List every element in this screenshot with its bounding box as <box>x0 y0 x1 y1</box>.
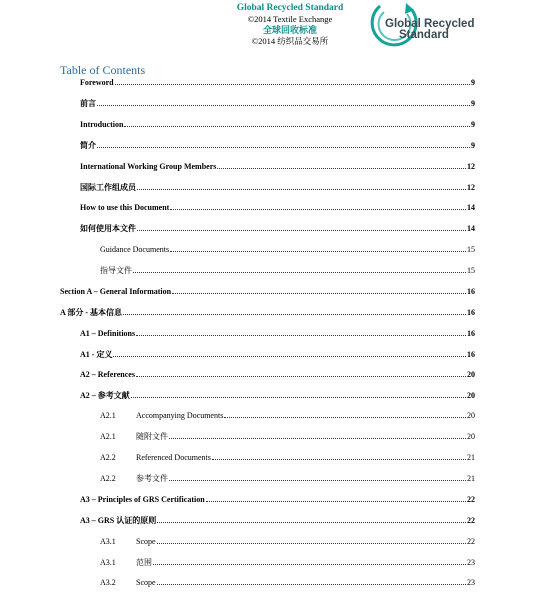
toc-entry-label: 参考文件 <box>136 474 168 483</box>
toc-entry-label: A1 – Definitions <box>80 329 136 338</box>
toc-entry-label: Foreword <box>80 78 114 87</box>
header-text-block <box>210 3 370 47</box>
toc-entry-page: 16 <box>467 287 475 296</box>
header-title: Global Recycled Standard <box>236 3 344 13</box>
toc-leader-dots <box>113 349 466 357</box>
toc-leader-dots <box>206 494 466 502</box>
toc-entry-page: 21 <box>467 453 475 462</box>
toc-entry-page: 16 <box>467 308 475 317</box>
toc-entry-label: A3 – Principles of GRS Certification <box>80 495 205 504</box>
logo-wordmark <box>385 19 480 41</box>
toc-entry[interactable] <box>80 494 475 506</box>
toc-entry-number: A2.1 <box>100 432 116 441</box>
toc-entry-page: 22 <box>467 516 475 525</box>
toc-entry-number: A2.2 <box>100 474 116 483</box>
toc-entry-label: Scope <box>136 537 156 546</box>
toc-entry[interactable] <box>100 473 475 485</box>
toc-entry-page: 23 <box>467 578 475 587</box>
toc-entry-label: Section A – General Information <box>60 287 172 296</box>
toc-entry-label: A3 – GRS 认证的原则 <box>80 516 157 525</box>
toc-entry[interactable] <box>80 182 475 194</box>
toc-entry[interactable] <box>80 202 475 214</box>
toc-leader-dots <box>157 577 466 585</box>
toc-entry-label: Scope <box>136 578 156 587</box>
toc-leader-dots <box>212 452 466 460</box>
toc-entry-label: A 部分 - 基本信息 <box>60 308 122 317</box>
toc-entry-number: A3.1 <box>100 558 116 567</box>
toc-leader-dots <box>169 431 466 439</box>
toc-entry-label: 简介 <box>80 141 96 150</box>
header-copyright-cn: ©2014 纺织品交易所 <box>251 36 329 46</box>
toc-entry-page: 14 <box>467 224 475 233</box>
toc-entry-label: 指导文件 <box>100 266 132 275</box>
toc-entry[interactable] <box>100 431 475 443</box>
toc-entry-page: 9 <box>471 120 475 129</box>
toc-entry[interactable] <box>100 244 475 256</box>
toc-entry-label: How to use this Document <box>80 203 170 212</box>
header-copyright-en: ©2014 Textile Exchange <box>247 14 333 24</box>
toc-leader-dots <box>136 328 466 336</box>
toc-leader-dots <box>124 119 470 127</box>
toc-heading: Table of Contents <box>60 63 146 77</box>
toc-leader-dots <box>157 536 466 544</box>
toc-entry[interactable] <box>80 161 475 173</box>
toc-entry[interactable] <box>80 223 475 235</box>
toc-entry-page: 9 <box>471 78 475 87</box>
toc-entry-label: A1 - 定义 <box>80 350 113 359</box>
toc-entry-page: 15 <box>467 266 475 275</box>
toc-entry-page: 16 <box>467 329 475 338</box>
toc-leader-dots <box>97 140 470 148</box>
toc-entry-page: 21 <box>467 474 475 483</box>
toc-entry-label: Referenced Documents <box>136 453 211 462</box>
toc-entry-label: Guidance Documents <box>100 245 170 254</box>
toc-entry[interactable] <box>80 119 475 131</box>
toc-leader-dots <box>170 244 466 252</box>
toc-entry-page: 20 <box>467 432 475 441</box>
toc-leader-dots <box>131 390 466 398</box>
toc-leader-dots <box>153 557 466 565</box>
toc-leader-dots <box>169 473 466 481</box>
toc-entry[interactable] <box>100 265 475 277</box>
toc-leader-dots <box>157 515 466 523</box>
toc-entry-page: 23 <box>467 558 475 567</box>
toc-entry[interactable] <box>80 349 475 361</box>
toc-entry[interactable] <box>80 77 475 89</box>
toc-entry[interactable] <box>60 286 475 298</box>
toc-leader-dots <box>217 161 466 169</box>
toc-entry[interactable] <box>80 98 475 110</box>
toc-entry-label: 前言 <box>80 99 96 108</box>
toc-entry-page: 20 <box>467 411 475 420</box>
toc-entry[interactable] <box>80 390 475 402</box>
toc-leader-dots <box>172 286 466 294</box>
toc-entry-label: International Working Group Members <box>80 162 217 171</box>
toc-entry[interactable] <box>100 557 475 569</box>
toc-leader-dots <box>137 223 466 231</box>
toc-entry-page: 9 <box>471 141 475 150</box>
toc-entry[interactable] <box>80 328 475 340</box>
toc-leader-dots <box>115 77 470 85</box>
toc-entry-label: A2 – References <box>80 370 135 379</box>
toc-leader-dots <box>137 182 466 190</box>
toc-entry-page: 15 <box>467 245 475 254</box>
toc-entry[interactable] <box>100 577 475 589</box>
toc-entry-page: 20 <box>467 370 475 379</box>
toc-entry-page: 14 <box>467 203 475 212</box>
page-header <box>0 0 535 58</box>
toc-entry-page: 22 <box>467 495 475 504</box>
toc-entry-label: A2 – 参考文献 <box>80 391 130 400</box>
toc-entry-number: A2.1 <box>100 411 116 420</box>
toc-leader-dots <box>123 307 466 315</box>
toc-leader-dots <box>170 202 466 210</box>
toc-entry-label: 范围 <box>136 558 152 567</box>
toc-entry-page: 12 <box>467 183 475 192</box>
toc-entry[interactable] <box>100 536 475 548</box>
toc-leader-dots <box>97 98 470 106</box>
toc-entry-number: A2.2 <box>100 453 116 462</box>
toc-entry[interactable] <box>80 369 475 381</box>
toc-leader-dots <box>136 369 466 377</box>
toc-entry[interactable] <box>80 140 475 152</box>
toc-leader-dots <box>133 265 466 273</box>
logo-line-2: Standard <box>399 29 449 41</box>
toc-entry-label: 随附文件 <box>136 432 168 441</box>
toc-entry-page: 16 <box>467 350 475 359</box>
toc-entry-page: 20 <box>467 391 475 400</box>
toc-entry-label: 如何使用本文件 <box>80 224 136 233</box>
toc-entry[interactable] <box>60 307 475 319</box>
toc-entry-number: A3.2 <box>100 578 116 587</box>
toc-leader-dots <box>224 410 466 418</box>
toc-entry-label: 国际工作组成员 <box>80 183 136 192</box>
toc-entry-page: 22 <box>467 537 475 546</box>
header-title-cn: 全球回收标准 <box>262 25 317 35</box>
toc-entry-page: 12 <box>467 162 475 171</box>
toc-entry-label: Introduction <box>80 120 124 129</box>
logo-line-1: Global Recycled <box>385 18 475 30</box>
toc-entry[interactable] <box>80 515 475 527</box>
toc-entry-number: A3.1 <box>100 537 116 546</box>
toc-entry[interactable] <box>100 452 475 464</box>
toc-entry-label: Accompanying Documents <box>136 411 224 420</box>
toc-entry[interactable] <box>100 410 475 422</box>
toc-entry-page: 9 <box>471 99 475 108</box>
